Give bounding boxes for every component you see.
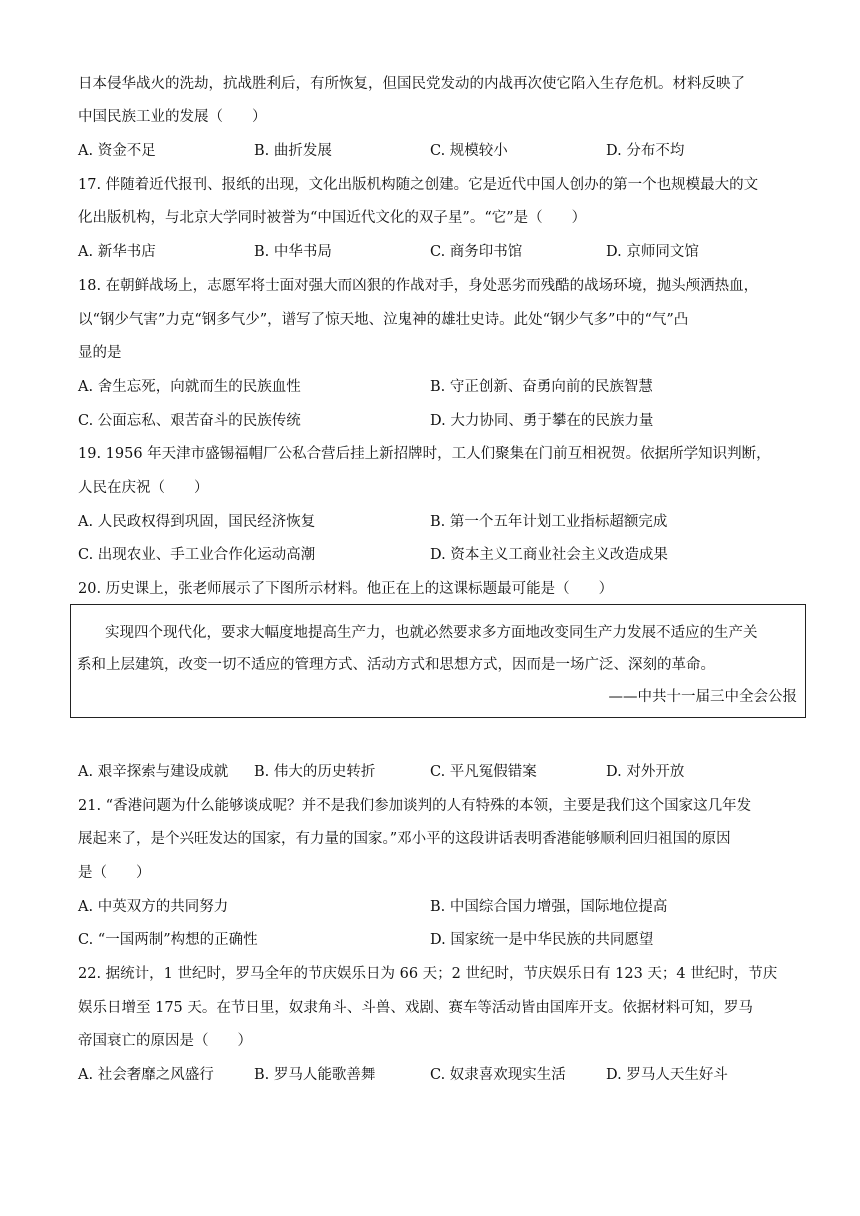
q19-option-d[interactable]: D. 资本主义工商业社会主义改造成果: [430, 547, 668, 563]
q19-option-c[interactable]: C. 出现农业、手工业合作化运动高潮: [78, 547, 316, 563]
q21-stem-line1: 21. “香港问题为什么能够谈成呢？并不是我们参加谈判的人有特殊的本领，主要是我们这个国家这几年发: [78, 798, 752, 814]
q18-stem-line2: 以“钢少气害”力克“钢多气少”，谱写了惊天地、泣鬼神的雄壮史诗。此处“钢少气多”中的“气”凸: [78, 312, 689, 328]
q19-stem-line1: 19. 1956 年天津市盛锡福帽厂公私合营后挂上新招牌时，工人们聚集在门前互相祝贺。依据所学知识判断，: [78, 446, 771, 462]
q22-stem-line1: 22. 据统计，1 世纪时，罗马全年的节庆娱乐日为 66 天；2 世纪时，节庆娱乐日有 123 天；4 世纪时，节庆: [78, 966, 778, 982]
q21-stem-line3: 是（ ）: [78, 865, 151, 881]
q20-material-line2: 系和上层建筑，改变一切不适应的管理方式、活动方式和思想方式，因而是一场广泛、深刻的革命。: [77, 657, 715, 673]
q20-stem-line1: 20. 历史课上，张老师展示了下图所示材料。他正在上的这课标题最可能是（ ）: [78, 581, 614, 597]
q20-option-b[interactable]: B. 伟大的历史转折: [254, 764, 376, 780]
q21-option-c[interactable]: C. “一国两制”构想的正确性: [78, 932, 258, 948]
q18-stem-line3: 显的是: [78, 345, 122, 361]
q20-material-box: [70, 604, 806, 718]
q22-stem-line3: 帝国衰亡的原因是（ ）: [78, 1033, 252, 1049]
q18-stem-line1: 18. 在朝鲜战场上，志愿军将士面对强大而凶狠的作战对手，身处恶劣而残酷的战场环境，抛头颅洒热血，: [78, 278, 759, 294]
q22-option-b[interactable]: B. 罗马人能歌善舞: [254, 1067, 376, 1083]
q18-option-d[interactable]: D. 大力协同、勇于攀在的民族力量: [430, 413, 654, 429]
q21-option-d[interactable]: D. 国家统一是中华民族的共同愿望: [430, 932, 654, 948]
q19-option-b[interactable]: B. 第一个五年计划工业指标超额完成: [430, 514, 668, 530]
q20-material-source: ——中共十一届三中全会公报: [608, 689, 797, 705]
q18-option-a[interactable]: A. 舍生忘死，向就而生的民族血性: [78, 379, 301, 395]
q20-option-c[interactable]: C. 平凡冤假错案: [430, 764, 537, 780]
q16-option-d[interactable]: D. 分布不均: [606, 143, 685, 159]
q16-stem-line2: 中国民族工业的发展（ ）: [78, 109, 267, 125]
q17-option-a[interactable]: A. 新华书店: [78, 244, 156, 260]
q18-option-b[interactable]: B. 守正创新、奋勇向前的民族智慧: [430, 379, 653, 395]
q22-option-a[interactable]: A. 社会奢靡之风盛行: [78, 1067, 214, 1083]
q22-option-d[interactable]: D. 罗马人天生好斗: [606, 1067, 728, 1083]
q22-option-c[interactable]: C. 奴隶喜欢现实生活: [430, 1067, 566, 1083]
q19-stem-line2: 人民在庆祝（ ）: [78, 480, 209, 496]
q21-option-b[interactable]: B. 中国综合国力增强，国际地位提高: [430, 899, 668, 915]
q16-stem-line1: 日本侵华战火的洗劫，抗战胜利后，有所恢复，但国民党发动的内战再次使它陷入生存危机。材料反映了: [78, 76, 745, 92]
q20-material-line1: 实现四个现代化，要求大幅度地提高生产力，也就必然要求多方面地改变同生产力发展不适应的生产关: [105, 625, 758, 641]
q21-stem-line2: 展起来了，是个兴旺发达的国家，有力量的国家。”邓小平的这段讲话表明香港能够顺利回归祖国的原因: [78, 831, 731, 847]
q17-stem-line1: 17. 伴随着近代报刊、报纸的出现，文化出版机构随之创建。它是近代中国人创办的第一个也规模最大的文: [78, 177, 759, 193]
q17-option-b[interactable]: B. 中华书局: [254, 244, 332, 260]
q18-option-c[interactable]: C. 公面忘私、艰苦奋斗的民族传统: [78, 413, 301, 429]
q17-option-d[interactable]: D. 京师同文馆: [606, 244, 699, 260]
q16-option-a[interactable]: A. 资金不足: [78, 143, 156, 159]
q21-option-a[interactable]: A. 中英双方的共同努力: [78, 899, 229, 915]
q19-option-a[interactable]: A. 人民政权得到巩固，国民经济恢复: [78, 514, 316, 530]
q20-option-a[interactable]: A. 艰辛探索与建设成就: [78, 764, 229, 780]
q20-option-d[interactable]: D. 对外开放: [606, 764, 685, 780]
q16-option-b[interactable]: B. 曲折发展: [254, 143, 332, 159]
q17-option-c[interactable]: C. 商务印书馆: [430, 244, 523, 260]
q16-option-c[interactable]: C. 规模较小: [430, 143, 508, 159]
q22-stem-line2: 娱乐日增至 175 天。在节日里，奴隶角斗、斗兽、戏剧、赛车等活动皆由国库开支。依据材料可知，罗马: [78, 1000, 753, 1016]
q17-stem-line2: 化出版机构，与北京大学同时被誉为“中国近代文化的双子星”。“它”是（ ）: [78, 210, 587, 226]
